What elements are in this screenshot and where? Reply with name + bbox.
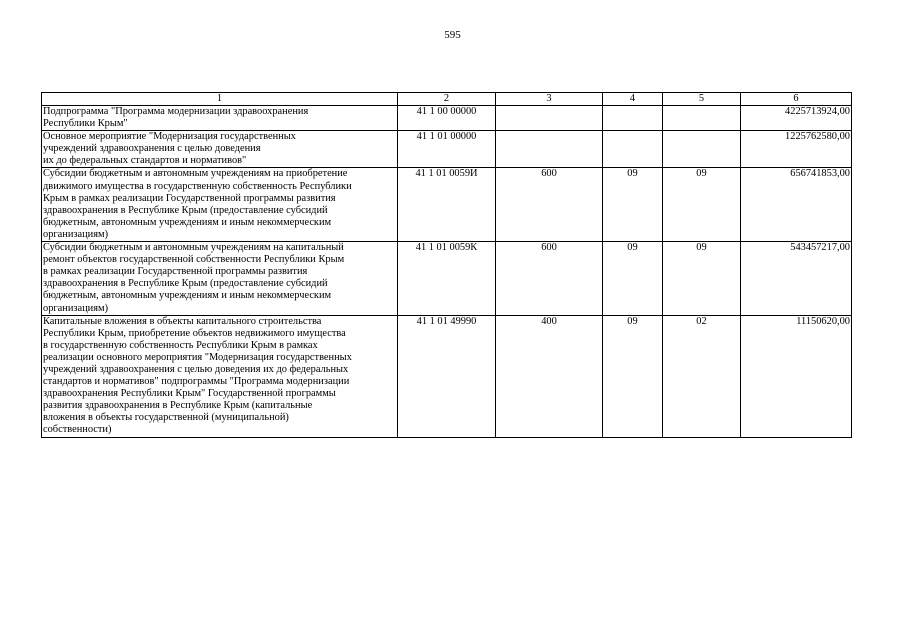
table-header	[42, 93, 852, 106]
row-vr	[496, 131, 603, 168]
row-rz: 09	[603, 242, 663, 316]
row-code: 41 1 00 00000	[398, 106, 496, 131]
row-code: 41 1 01 00000	[398, 131, 496, 168]
row-code: 41 1 01 0059И	[398, 168, 496, 242]
row-rz: 09	[603, 315, 663, 437]
row-pr: 09	[663, 242, 741, 316]
row-sum: 4225713924,00	[741, 106, 852, 131]
table-row	[42, 242, 852, 316]
row-pr: 02	[663, 315, 741, 437]
table-row	[42, 168, 852, 242]
budget-table	[41, 92, 852, 438]
row-name: Субсидии бюджетным и автономным учреждениям на приобретение движимого имущества в государственную собственность Республики Крым в рамках реализации Государственной программы развития здравоохранения в Республике Крым (предоставление субсидий бюджетным, автономным учреждениям и иным некоммерческим организациям)	[42, 168, 398, 242]
row-rz: 09	[603, 168, 663, 242]
row-name: Основное мероприятие "Модернизация государственных учреждений здравоохранения с целью доведения их до федеральных стандартов и нормативов"	[42, 131, 398, 168]
row-rz	[603, 106, 663, 131]
header-row	[42, 93, 852, 106]
table-row	[42, 106, 852, 131]
row-rz	[603, 131, 663, 168]
row-code: 41 1 01 0059К	[398, 242, 496, 316]
page-number: 595	[444, 29, 461, 41]
header-col-5: 5	[663, 93, 741, 106]
header-col-2: 2	[398, 93, 496, 106]
row-pr: 09	[663, 168, 741, 242]
row-sum: 11150620,00	[741, 315, 852, 437]
row-vr: 400	[496, 315, 603, 437]
table-row	[42, 131, 852, 168]
header-col-4: 4	[603, 93, 663, 106]
row-pr	[663, 131, 741, 168]
row-name: Подпрограмма "Программа модернизации здравоохранения Республики Крым"	[42, 106, 398, 131]
header-col-6: 6	[741, 93, 852, 106]
row-code: 41 1 01 49990	[398, 315, 496, 437]
row-sum: 1225762580,00	[741, 131, 852, 168]
header-col-3: 3	[496, 93, 603, 106]
header-col-1: 1	[42, 93, 398, 106]
table-row	[42, 315, 852, 437]
row-vr	[496, 106, 603, 131]
row-sum: 543457217,00	[741, 242, 852, 316]
row-pr	[663, 106, 741, 131]
row-name: Капитальные вложения в объекты капитального строительства Республики Крым, приобретение объектов недвижимого имущества в государственную собственность Республики Крым в рамках реализации основного мероприятия "Модернизация государственных учреждений здравоохранения с целью доведения их до федеральных стандартов и нормативов" подпрограммы "Программа модернизации здравоохранения Республики Крым" Государственной программы развития здравоохранения в Республике Крым (капитальные вложения в объекты государственной (муниципальной) собственности)	[42, 315, 398, 437]
row-vr: 600	[496, 242, 603, 316]
row-name: Субсидии бюджетным и автономным учреждениям на капитальный ремонт объектов государственной собственности Республики Крым в рамках реализации Государственной программы развития здравоохранения в Республике Крым (предоставление субсидий бюджетным, автономным учреждениям и иным некоммерческим организациям)	[42, 242, 398, 316]
row-sum: 656741853,00	[741, 168, 852, 242]
row-vr: 600	[496, 168, 603, 242]
table-body	[42, 106, 852, 438]
